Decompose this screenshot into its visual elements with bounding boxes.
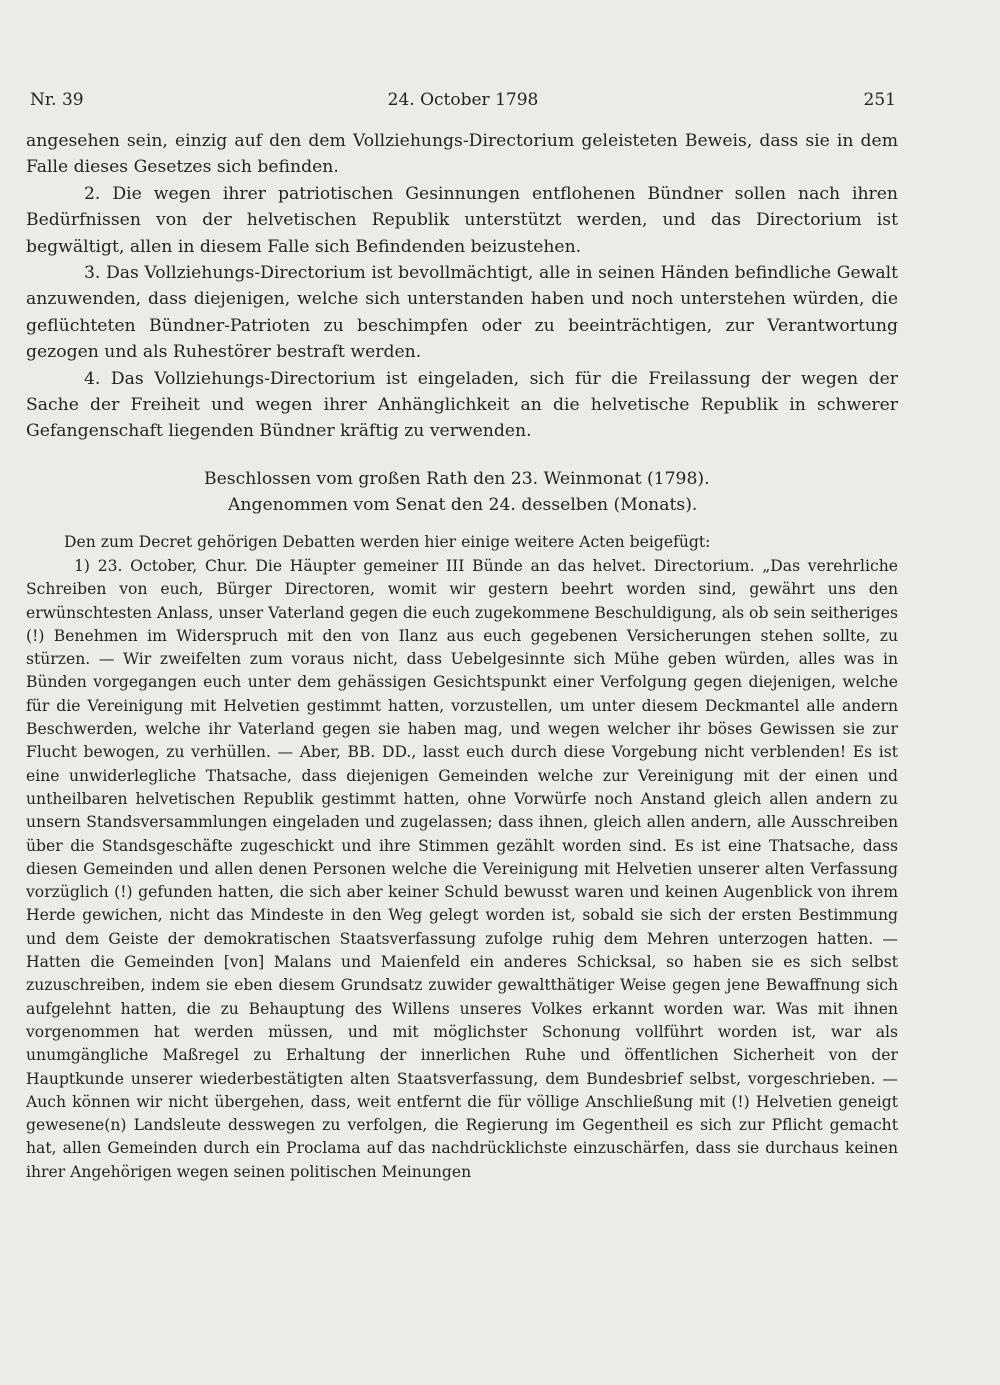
decree-articles bbox=[26, 128, 898, 445]
resolution-grand-council: Beschlossen vom großen Rath den 23. Weinmonat (1798). bbox=[204, 469, 710, 489]
paragraph-continuation: angesehen sein, einzig auf den dem Vollziehungs-Directorium geleisteten Beweis, dass sie in dem Falle dieses Gesetzes sich befinden. bbox=[26, 131, 898, 178]
resolution-senate: Angenommen vom Senat den 24. desselben (Monats). bbox=[228, 495, 698, 515]
article-4: 4. Das Vollziehungs-Directorium ist eingeladen, sich für die Freilassung der wegen der Sache der Freiheit und wegen ihrer Anhänglichkeit an die helvetische Republik in schwerer Gefangenschaft liegenden Bündner kräftig zu verwenden. bbox=[26, 368, 898, 442]
appendix-intro: Den zum Decret gehörigen Debatten werden hier einige weitere Acten beigefügt: bbox=[64, 533, 711, 551]
resolution-block bbox=[0, 466, 1000, 518]
document-number: Nr. 39 bbox=[30, 90, 84, 110]
page-number: 251 bbox=[863, 90, 896, 110]
page-header bbox=[30, 90, 896, 116]
article-2: 2. Die wegen ihrer patriotischen Gesinnungen entflohenen Bündner sollen nach ihren Bedürfnissen von der helvetischen Republik unterstützt werden, und das Directorium ist begwältigt, allen in diesem Falle sich Befindenden beizustehen. bbox=[26, 183, 898, 257]
appended-document bbox=[26, 555, 898, 1184]
article-3: 3. Das Vollziehungs-Directorium ist bevollmächtigt, alle in seinen Händen befindliche Gewalt anzuwenden, dass diejenigen, welche sich unterstanden haben und noch unterstehen würden, die geflüchteten Bündner-Patrioten zu beschimpfen oder zu beeinträchtigen, zur Verantwortung gezogen und als Ruhestörer bestraft werden. bbox=[26, 263, 898, 363]
header-date: 24. October 1798 bbox=[387, 90, 539, 110]
document-letter-text: 1) 23. October, Chur. Die Häupter gemeiner III Bünde an das helvet. Directorium. „Das verehrliche Schreiben von euch, Bürger Directoren, womit wir gestern beehrt worden sind, gewährt uns den erwünschtesten Anlass, unser Vaterland gegen die euch zugekommene Beschuldigung, als ob sein seitheriges (!) Benehmen im Widerspruch mit den von Ilanz aus euch gegebenen Versicherungen stehen sollte, zu stürzen. — Wir zweifelten zum voraus nicht, dass Uebelgesinnte sich Mühe geben würden, alles was in Bünden vorgegangen euch unter dem gehässigen Gesichtspunkt einer Verfolgung gegen diejenigen, welche für die Vereinigung mit Helvetien gestimmt hatten, vorzustellen, um unter diesem Deckmantel alle andern Beschwerden, welche ihr Vaterland gegen sie haben mag, und wegen welcher ihr böses Gewissen sie zur Flucht bewogen, zu verhüllen. — Aber, BB. DD., lasst euch durch diese Vorgebung nicht verblenden! Es ist eine unwiderlegliche Thatsache, dass diejenigen Gemeinden welche zur Vereinigung mit der einen und untheilbaren helvetischen Republik gestimmt hatten, ohne Vorwürfe noch Anstand gleich allen andern zu unsern Standsversammlungen eingeladen und zugelassen; dass ihnen, gleich allen andern, alle Ausschreiben über die Standsgeschäfte zugeschickt und ihre Stimmen gezählt worden sind. Es ist eine Thatsache, dass diesen Gemeinden und allen denen Personen welche die Vereinigung mit Helvetien unserer alten Verfassung vorzüglich (!) gefunden hatten, die sich aber keiner Schuld bewusst waren und keinen Augenblick von ihrem Herde gewichen, nicht das Mindeste in den Weg gelegt worden ist, sobald sie sich der ersten Bestimmung und dem Geiste der demokratischen Staatsverfassung zufolge ruhig dem Mehren unterzogen hatten. — Hatten die Gemeinden [von] Malans und Maienfeld ein anderes Schicksal, so haben sie es sich selbst zuzuschreiben, indem sie eben diesem Grundsatz zuwider gewaltthätiger Weise gegen jene Bewaffnung sich aufgelehnt hatten, die zu Behauptung des Willens unseres Volkes erkannt worden war. Was mit ihnen vorgenommen hat werden müssen, und mit möglichster Schonung vollführt worden ist, war als unumgängliche Maßregel zu Erhaltung der innerlichen Ruhe und öffentlichen Sicherheit von der Hauptkunde unserer wiederbestätigten alten Staatsverfassung, dem Bundesbrief selbst, vorgeschrieben. — Auch können wir nicht übergehen, dass, weit entfernt die für völlige Anschließung mit (!) Helvetien geneigt gewesene(n) Landsleute desswegen zu verfolgen, die Regierung im Gegentheil es sich zur Pflicht gemacht hat, allen Gemeinden durch ein Proclama auf das nachdrücklichste einzuschärfen, dass sie durchaus keinen ihrer Angehörigen wegen seinen politischen Meinungen bbox=[26, 557, 899, 1181]
